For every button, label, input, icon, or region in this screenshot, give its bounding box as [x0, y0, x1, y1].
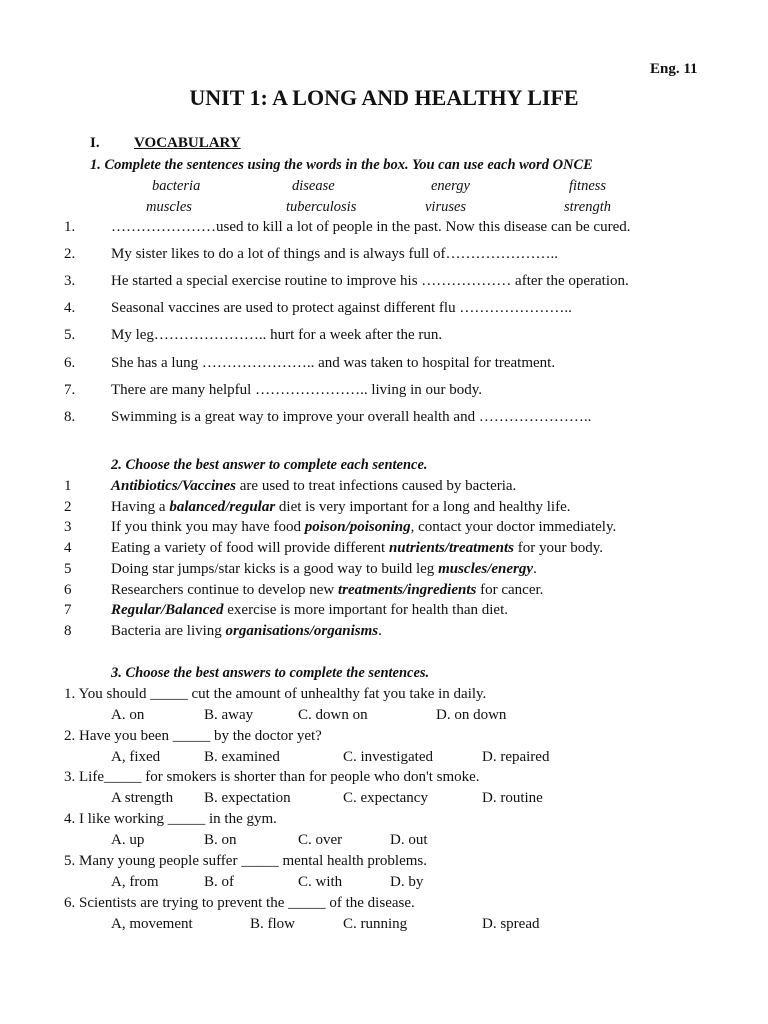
item-number: 8. [64, 409, 76, 425]
sentence-text: If you think you may have food [111, 519, 305, 535]
mcq-option: D. by [390, 874, 424, 890]
choice-sentence [111, 519, 616, 536]
mcq-option: A, from [111, 874, 159, 890]
sentence-text: exercise is more important for health than diet. [223, 602, 509, 618]
mcq-option: C. expectancy [343, 790, 428, 806]
sentence-text: Bacteria are living [111, 623, 226, 639]
item-number: 3 [64, 519, 72, 535]
mcq-option: A, fixed [111, 749, 161, 765]
mcq-option: A strength [111, 790, 174, 806]
mcq-option: C. with [298, 874, 343, 890]
mcq-option: B. expectation [204, 790, 291, 806]
fill-blank-sentence: There are many helpful ………………….. living in our body. [111, 382, 483, 398]
word-box-item: strength [564, 199, 611, 215]
exercise3-instruction: 3. Choose the best answers to complete the sentences. [111, 665, 430, 681]
exercise1-instruction: 1. Complete the sentences using the words in the box. You can use each word ONCE [90, 157, 593, 173]
mcq-option: A. up [111, 832, 145, 848]
sentence-text: Eating a variety of food will provide different [111, 540, 389, 556]
sentence-text: . [378, 623, 382, 639]
answer-choice: treatments/ingredients [338, 582, 477, 598]
item-number: 3. [64, 273, 76, 289]
item-number: 5 [64, 561, 72, 577]
word-box-item: disease [292, 178, 335, 194]
mcq-question: 3. Life_____ for smokers is shorter than for people who don't smoke. [64, 769, 480, 785]
answer-choice: poison/poisoning [304, 519, 411, 535]
fill-blank-sentence: …………………used to kill a lot of people in the past. Now this disease can be cured. [111, 219, 631, 235]
item-number: 6 [64, 582, 72, 598]
fill-blank-sentence: Seasonal vaccines are used to protect against different flu ………………….. [111, 300, 572, 316]
sentence-text: Doing star jumps/star kicks is a good way to build leg [111, 561, 439, 577]
mcq-option: B. away [204, 707, 254, 723]
choice-sentence [111, 623, 382, 640]
choice-sentence [111, 602, 508, 619]
fill-blank-sentence: Swimming is a great way to improve your overall health and ………………….. [111, 409, 592, 425]
item-number: 8 [64, 623, 72, 639]
answer-choice: nutrients/treatments [388, 540, 515, 556]
word-box-item: viruses [425, 199, 467, 215]
word-box-item: fitness [569, 178, 607, 194]
item-number: 5. [64, 327, 76, 343]
answer-choice: Regular/Balanced [111, 602, 224, 618]
mcq-option: A. on [111, 707, 145, 723]
item-number: 7 [64, 602, 72, 618]
fill-blank-sentence: He started a special exercise routine to improve his ……………… after the operation. [111, 273, 629, 289]
word-box-item: energy [431, 178, 470, 194]
sentence-text: , contact your doctor immediately. [410, 519, 617, 535]
fill-blank-sentence: My sister likes to do a lot of things and is always full of………………….. [111, 246, 559, 262]
sentence-text: Having a [111, 499, 170, 515]
fill-blank-sentence: My leg………………….. hurt for a week after the run. [111, 327, 443, 343]
answer-choice: Antibiotics/Vaccines [111, 478, 237, 494]
sentence-text: for your body. [514, 540, 604, 556]
sentence-text: for cancer. [476, 582, 544, 598]
mcq-option: D. out [390, 832, 428, 848]
item-number: 1. [64, 219, 76, 235]
mcq-option: A, movement [111, 916, 193, 932]
mcq-option: D. repaired [482, 749, 550, 765]
section-number: I. [90, 135, 100, 151]
word-box-item: tuberculosis [286, 199, 357, 215]
answer-choice: organisations/organisms [225, 623, 379, 639]
item-number: 6. [64, 355, 76, 371]
mcq-option: D. spread [482, 916, 540, 932]
mcq-question: 1. You should _____ cut the amount of unhealthy fat you take in daily. [64, 686, 487, 702]
sentence-text: Researchers continue to develop new [111, 582, 338, 598]
answer-choice: balanced/regular [169, 499, 276, 515]
sentence-text: diet is very important for a long and healthy life. [275, 499, 571, 515]
grade-label: Eng. 11 [650, 61, 698, 77]
mcq-option: B. examined [204, 749, 280, 765]
mcq-option: C. down on [298, 707, 368, 723]
mcq-question: 5. Many young people suffer _____ mental health problems. [64, 853, 427, 869]
item-number: 4 [64, 540, 72, 556]
item-number: 1 [64, 478, 72, 494]
word-box-item: muscles [146, 199, 192, 215]
sentence-text: . [533, 561, 537, 577]
mcq-option: B. flow [250, 916, 295, 932]
mcq-question: 4. I like working _____ in the gym. [64, 811, 277, 827]
answer-choice: muscles/energy [438, 561, 534, 577]
mcq-question: 2. Have you been _____ by the doctor yet? [64, 728, 322, 744]
item-number: 7. [64, 382, 76, 398]
sentence-text: are used to treat infections caused by bacteria. [236, 478, 517, 494]
section-title: VOCABULARY [134, 135, 241, 151]
exercise2-instruction: 2. Choose the best answer to complete each sentence. [111, 457, 428, 473]
choice-sentence [111, 561, 537, 578]
choice-sentence [111, 499, 571, 516]
mcq-option: D. on down [436, 707, 507, 723]
page-title: UNIT 1: A LONG AND HEALTHY LIFE [189, 85, 579, 110]
item-number: 2. [64, 246, 76, 262]
choice-sentence [111, 478, 516, 495]
mcq-option: B. of [204, 874, 234, 890]
choice-sentence [111, 540, 603, 557]
mcq-option: C. over [298, 832, 343, 848]
word-box-item: bacteria [152, 178, 201, 194]
item-number: 4. [64, 300, 76, 316]
mcq-question: 6. Scientists are trying to prevent the _____ of the disease. [64, 895, 415, 911]
choice-sentence [111, 582, 543, 599]
mcq-option: C. investigated [343, 749, 433, 765]
mcq-option: C. running [343, 916, 408, 932]
item-number: 2 [64, 499, 72, 515]
mcq-option: D. routine [482, 790, 543, 806]
mcq-option: B. on [204, 832, 237, 848]
fill-blank-sentence: She has a lung ………………….. and was taken to hospital for treatment. [111, 355, 556, 371]
